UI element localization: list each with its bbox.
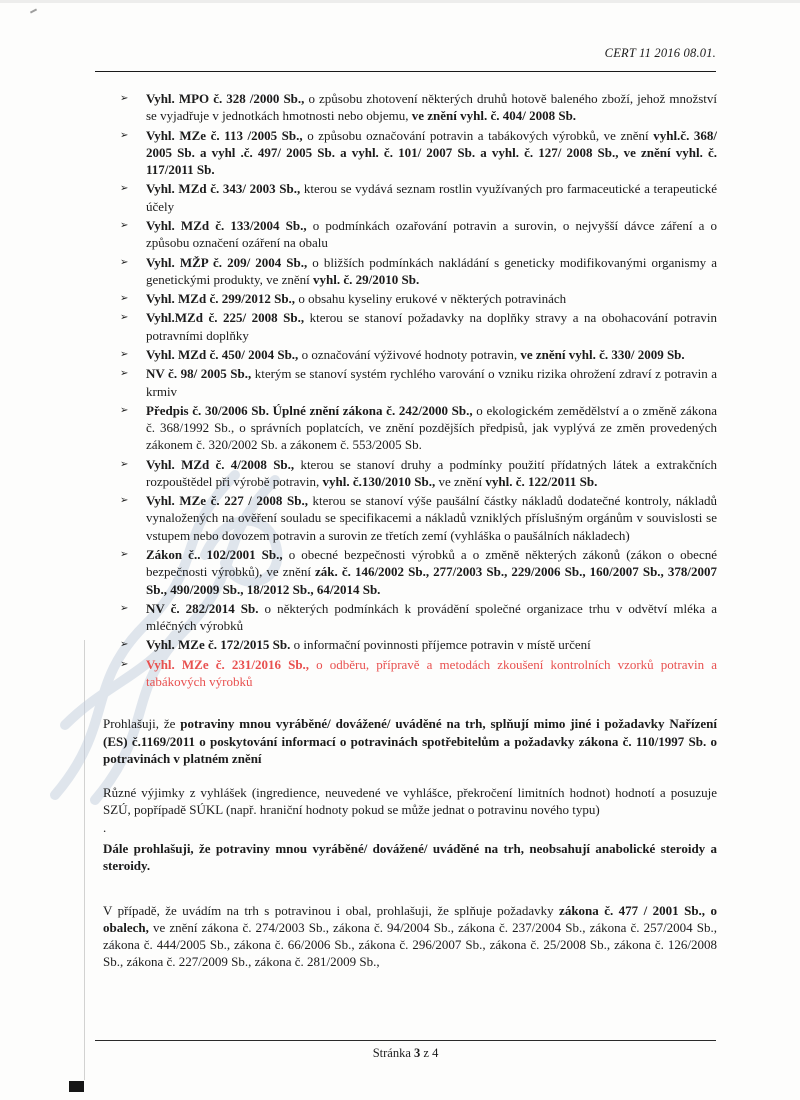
list-bullet-icon: ➢ <box>120 129 129 141</box>
regulation-item-red <box>120 656 717 691</box>
list-bullet-icon: ➢ <box>120 219 129 231</box>
list-bullet-icon: ➢ <box>120 602 129 614</box>
regulation-text: Vyhl.MZd č. 225/ 2008 Sb., kterou se stanoví požadavky na doplňky stravy a na obohacování potravin potravními doplňky <box>146 310 717 343</box>
regulation-text: Vyhl. MZe č. 113 /2005 Sb., o způsobu označování potravin a tabákových výrobků, ve znění vyhl.č. 368/ 2005 Sb. a vyhl .č. 497/ 2005 Sb. a vyhl. č. 101/ 2007 Sb. a vyhl. č. 127/ 2008 Sb., ve znění vyhl. č. 117/2011 Sb. <box>146 127 717 178</box>
document-body <box>103 90 717 971</box>
declaration-paragraph: Prohlašuji, že potraviny mnou vyráběné/ dovážené/ uváděné na trh, splňují mimo jiné i požadavky Nařízení (ES) č.1169/2011 o poskytování informací o potravinách spotřebitelům a požadavky zákona č. 110/1997 Sb. o potravinách v platném znění <box>103 716 718 766</box>
regulation-text: Vyhl. MZd č. 299/2012 Sb., o obsahu kyseliny erukové v některých potravinách <box>146 291 567 307</box>
scan-artifact-page-edge <box>84 640 85 1080</box>
regulation-text: Předpis č. 30/2006 Sb. Úplné znění zákona č. 242/2000 Sb., o ekologickém zemědělství a o změně zákona č. 368/1992 Sb., o správních poplatcích, ve znění pozdějších předpisů, jak vyplývá ze změn provedených zákonem č. 320/2002 Sb. a zákonem č. 553/2005 Sb. <box>146 402 718 453</box>
scan-artifact-corner <box>69 1081 84 1092</box>
list-bullet-icon: ➢ <box>120 368 129 380</box>
packaging-paragraph: V případě, že uvádím na trh s potravinou i obal, prohlašuji, že splňuje požadavky zákona č. 477 / 2001 Sb., o obalech, ve znění zákona č. 274/2003 Sb., zákona č. 94/2004 Sb., zákona č. 237/2004 Sb., zákona č. 257/2004 Sb., zákona č. 444/2005 Sb., zákona č. 66/2006 Sb., zákona č. 296/2007 Sb., zákona č. 25/2008 Sb., zákona č. 126/2008 Sb., zákona č. 227/2009 Sb., zákona č. 281/2009 Sb., <box>103 902 717 970</box>
regulation-text: Vyhl. MZd č. 133/2004 Sb., o podmínkách ozařování potravin a surovin, o nejvyšší dávce záření a o způsobu označení ozáření na obalu <box>146 217 717 251</box>
list-bullet-icon: ➢ <box>120 93 129 104</box>
regulation-item <box>120 309 717 344</box>
scan-artifact-mark <box>30 8 37 13</box>
regulation-item <box>120 492 717 544</box>
regulation-item <box>120 636 717 653</box>
regulation-text: NV č. 98/ 2005 Sb., kterým se stanoví systém rychlého varování o vzniku rizika ohrožení zdraví z potravin a krmiv <box>146 366 717 399</box>
list-bullet-icon: ➢ <box>120 458 129 470</box>
header-reference: CERT 11 2016 08.01. <box>604 46 716 60</box>
list-bullet-icon: ➢ <box>120 658 129 670</box>
regulation-item <box>120 90 717 125</box>
list-bullet-icon: ➢ <box>120 312 129 324</box>
regulation-text: Vyhl. MZd č. 450/ 2004 Sb., o označování výživové hodnoty potravin, ve znění vyhl. č. 330/ 2009 Sb. <box>146 346 685 362</box>
list-bullet-icon: ➢ <box>120 549 129 561</box>
regulation-text: Vyhl. MPO č. 328 /2000 Sb., o způsobu zhotovení některých druhů hotově baleného zboží, jehož množství se vyjadřuje v jednotkách hmotnosti nebo objemu, ve znění vyhl. č. 404/ 2008 Sb. <box>146 91 718 124</box>
regulation-item <box>120 600 717 635</box>
regulation-text: Vyhl. MZe č. 231/2016 Sb., o odběru, přípravě a metodách zkoušení kontrolních vzorků potravin a tabákových výrobků <box>146 656 717 689</box>
list-bullet-icon: ➢ <box>120 404 129 416</box>
footer-rule <box>95 1040 716 1041</box>
page-footer: Stránka 3 z 4 <box>372 1046 439 1060</box>
regulation-list <box>103 90 717 690</box>
scan-artifact-top-edge <box>0 0 800 3</box>
regulation-item <box>120 127 717 179</box>
regulation-text: Zákon č.. 102/2001 Sb., o obecné bezpečnosti výrobků a o změně některých zákonů (zákon o obecné bezpečnosti výrobků), ve znění zák. č. 146/2002 Sb., 277/2003 Sb., 229/2006 Sb., 160/2007 Sb., 378/2007 Sb., 490/2009 Sb., 18/2012 Sb., 64/2014 Sb. <box>146 547 717 597</box>
regulation-item <box>120 180 717 215</box>
list-bullet-icon: ➢ <box>120 293 129 305</box>
regulation-item <box>120 456 717 491</box>
list-bullet-icon: ➢ <box>120 639 129 651</box>
regulation-item <box>120 365 717 400</box>
regulation-item <box>120 546 717 598</box>
list-bullet-icon: ➢ <box>120 348 129 360</box>
regulation-text: Vyhl. MZd č. 343/ 2003 Sb., kterou se vydává seznam rostlin využívaných pro farmaceutické a terapeutické účely <box>146 181 717 214</box>
regulation-item <box>120 346 717 363</box>
list-bullet-icon: ➢ <box>120 256 129 268</box>
list-bullet-icon: ➢ <box>120 183 129 195</box>
steroids-declaration-paragraph: Dále prohlašuji, že potraviny mnou vyráběné/ dovážené/ uváděné na trh, neobsahují anabolické steroidy a steroidy. <box>103 840 717 874</box>
stray-dot-line: . <box>103 819 107 835</box>
regulation-item <box>120 290 717 307</box>
regulation-text: Vyhl. MZe č. 227 / 2008 Sb., kterou se stanoví výše paušální částky nákladů dodatečné kontroly, nákladů vynaložených na ověření souladu se specifikacemi a nákladů vzniklých příslušným orgánům v souvislosti se vstupem nebo dovozem potravin a surovin ze třetích zemí (vyhláška o paušálních nákladech) <box>146 493 717 543</box>
regulation-item <box>120 217 717 252</box>
regulation-text: NV č. 282/2014 Sb. o některých podmínkách k provádění společné organizace trhu v odvětví mléka a mléčných výrobků <box>146 600 717 634</box>
list-bullet-icon: ➢ <box>120 495 129 507</box>
regulation-text: Vyhl. MZd č. 4/2008 Sb., kterou se stanoví druhy a podmínky použití přídatných látek a extrakčních rozpouštědel při výrobě potravin, vyhl. č.130/2010 Sb., ve znění vyhl. č. 122/2011 Sb. <box>146 456 717 489</box>
header-rule <box>95 71 716 72</box>
regulation-text: Vyhl. MZe č. 172/2015 Sb. o informační povinnosti příjemce potravin v místě určení <box>146 637 591 653</box>
regulation-item <box>120 254 717 289</box>
exceptions-paragraph: Různé výjimky z vyhlášek (ingredience, neuvedené ve vyhlášce, překročení limitních hodnot) hodnotí a posuzuje SZÚ, popřípadě SÚKL (např. hraniční hodnoty pokud se může jednat o potravinu nového typu) <box>103 785 717 818</box>
regulation-text: Vyhl. MŽP č. 209/ 2004 Sb., o bližších podmínkách nakládání s geneticky modifikovanými organismy a genetickými produkty, ve znění vyhl. č. 29/2010 Sb. <box>146 254 717 287</box>
regulation-item <box>120 402 717 454</box>
